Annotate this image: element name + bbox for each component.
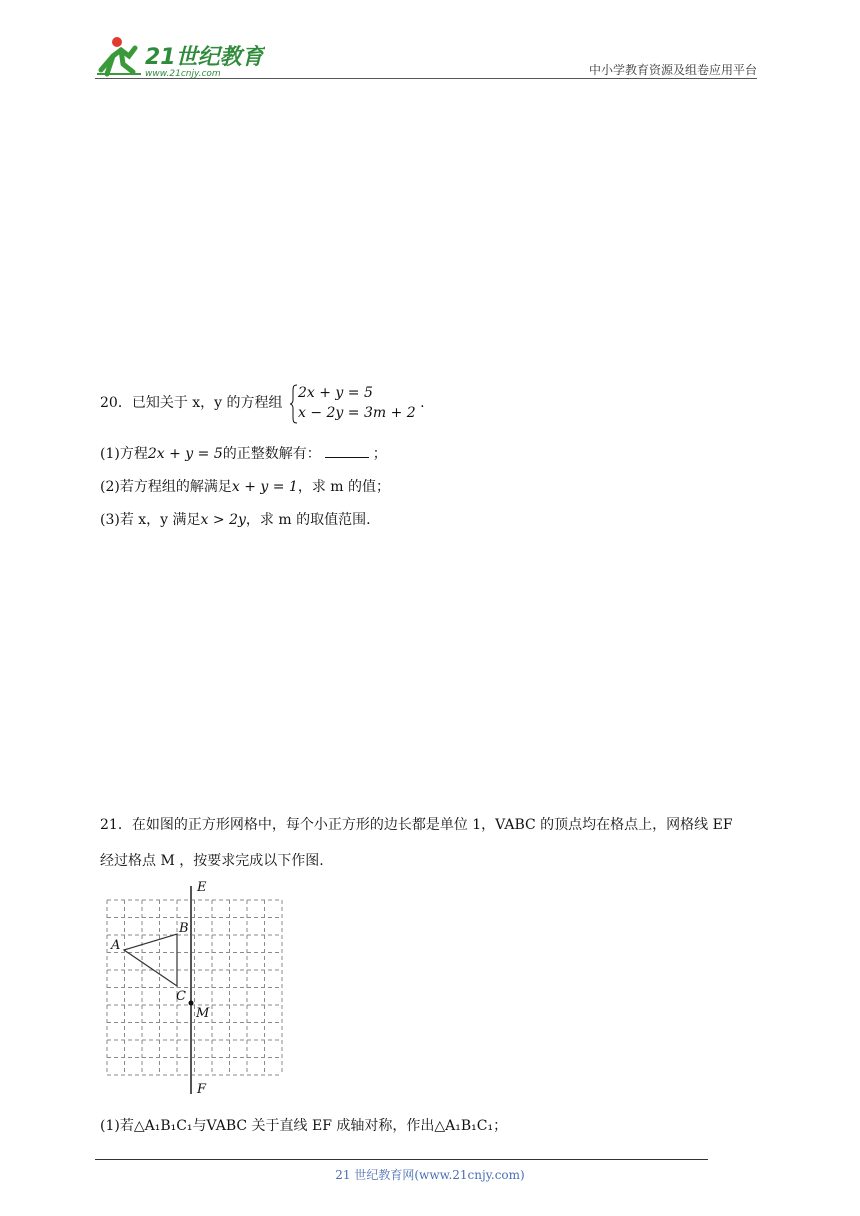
q21-part-1: (1)若△A₁B₁C₁与VABC 关于直线 EF 成轴对称，作出△A₁B₁C₁； [100, 1118, 508, 1134]
q21-line-2: 经过格点 M ，按要求完成以下作图. [100, 853, 324, 869]
q20-p3-post: ，求 m 的取值范围. [245, 512, 371, 528]
runner-icon [97, 37, 141, 74]
q20-p1-end: ； [372, 446, 387, 462]
question-20-stem [100, 383, 425, 423]
footer-text[interactable]: 21 世纪教育网(www.21cnjy.com) [335, 1168, 525, 1182]
header-divider [95, 78, 757, 79]
q20-part-1 [100, 443, 387, 464]
q20-p1-eq: 2x + y = 5 [147, 446, 223, 462]
platform-name: 中小学教育资源及组卷应用平台 [588, 63, 757, 77]
label-f: F [197, 1082, 207, 1097]
q20-p2-pre: (2)若方程组的解满足 [100, 479, 232, 495]
q20-p1-post: 的正整数解有： [222, 446, 321, 462]
label-m: M [196, 1006, 210, 1021]
q20-intro: 20．已知关于 x，y 的方程组 [100, 395, 283, 411]
q20-p2-eq: x + y = 1 [231, 479, 298, 495]
triangle-abc [124, 934, 177, 986]
label-e: E [197, 880, 207, 895]
q20-part-3 [100, 510, 371, 530]
equation-2: x − 2y = 3m + 2 [297, 405, 416, 421]
q20-p1-pre: (1)方程 [100, 446, 148, 462]
footer-divider [95, 1159, 708, 1160]
label-c: C [176, 989, 186, 1004]
equation-system [289, 383, 416, 423]
q21-line-1: 21．在如图的正方形网格中，每个小正方形的边长都是单位 1，VABC 的顶点均在格点上，网格线 EF [100, 817, 733, 833]
grid-svg [100, 876, 300, 1098]
label-b: B [179, 921, 189, 936]
q20-part-2 [100, 477, 390, 497]
q20-p3-pre: (3)若 x，y 满足 [100, 512, 201, 528]
answer-blank[interactable] [325, 443, 369, 458]
brace-icon [289, 384, 298, 424]
q20-end: . [420, 395, 425, 411]
site-logo [95, 34, 265, 80]
logo-text: 21世纪教育 [145, 45, 264, 70]
label-a: A [111, 938, 121, 953]
equation-1: 2x + y = 5 [297, 385, 373, 401]
logo-url: www.21cnjy.com [145, 69, 221, 79]
q20-p2-post: ，求 m 的值； [297, 479, 391, 495]
q20-p3-eq: x > 2y [200, 512, 246, 528]
grid-figure [100, 876, 300, 1098]
point-m [189, 1001, 194, 1006]
